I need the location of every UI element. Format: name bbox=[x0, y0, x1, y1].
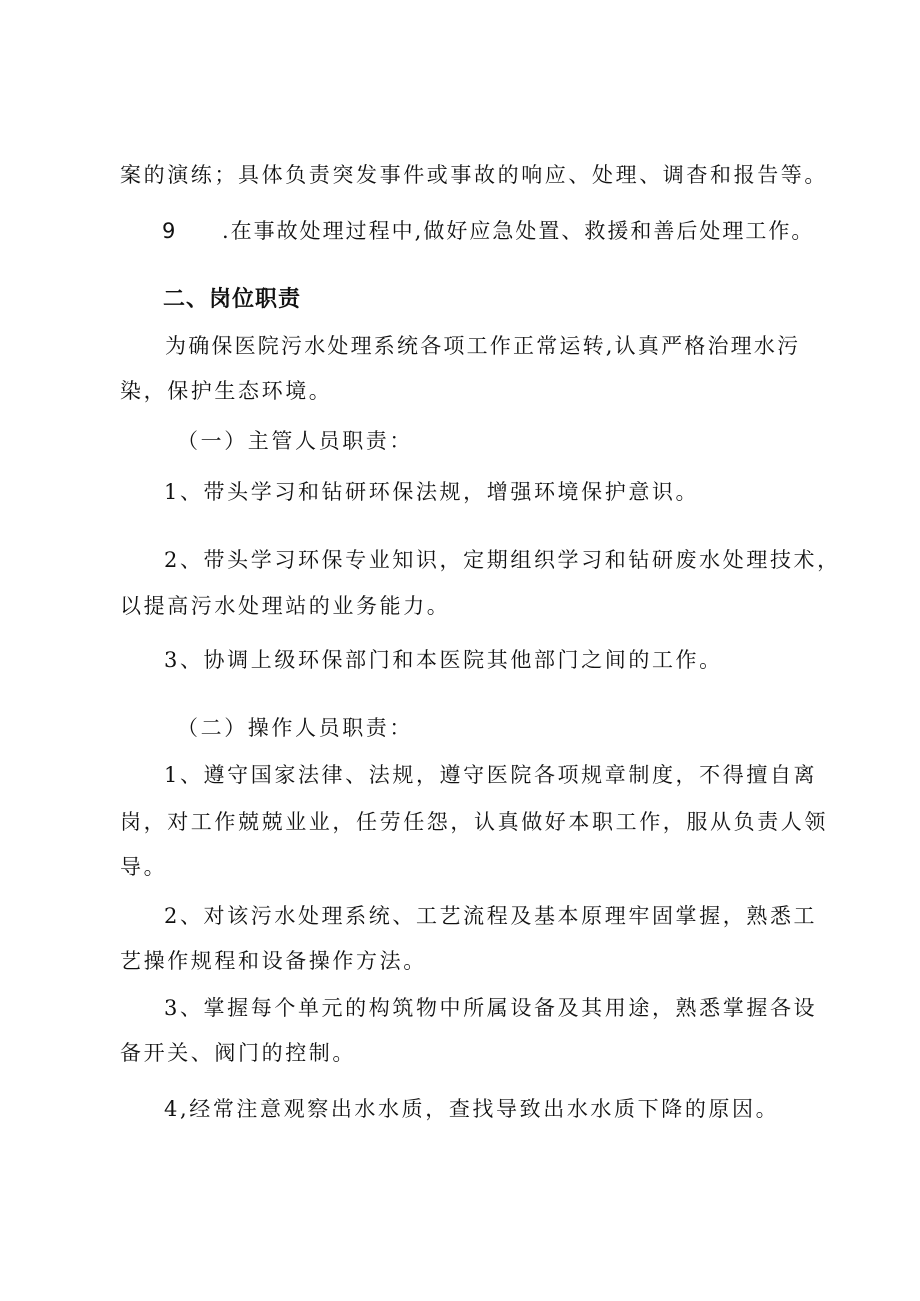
subsection-heading: （二）操作人员职责： bbox=[177, 716, 413, 740]
paragraph-line: 染，保护生态环境。 bbox=[120, 379, 333, 403]
list-item: 3、协调上级环保部门和本医院其他部门之间的工作。 bbox=[164, 648, 723, 672]
paragraph-line: 以提高污水处理站的业务能力。 bbox=[120, 594, 451, 618]
section-heading: 二、岗位职责 bbox=[163, 287, 302, 312]
paragraph-line: 案的演练；具体负责突发事件或事故的响应、处理、调杳和报告等。 bbox=[120, 163, 828, 187]
list-item: 1、带头学习和钻研环保法规，增强环境保护意识。 bbox=[164, 480, 700, 504]
paragraph-line: 导。 bbox=[120, 855, 168, 879]
list-item: 1、遵守国家法律、法规，遵守医院各项规章制度，不得擅自离 bbox=[164, 763, 818, 787]
paragraph-line: 岗，对工作兢兢业业，任劳任怨，认真做好本职工作，服从负责人领 bbox=[120, 810, 828, 834]
paragraph-line: 为确保医院污水处理系统各项工作正常运转,认真严格治理水污 bbox=[165, 334, 801, 358]
list-item: 4,经常注意观察出水水质，查找导致出水水质下降的原因。 bbox=[164, 1097, 780, 1121]
list-item: 3、掌握每个单元的构筑物中所属设备及其用途，熟悉掌握各设 bbox=[164, 996, 818, 1020]
subsection-heading: （一）主管人员职责： bbox=[177, 429, 413, 453]
paragraph-line: 艺操作规程和设备操作方法。 bbox=[120, 949, 427, 973]
item-9-number: 9 bbox=[162, 219, 178, 243]
paragraph-line: 备开关、阀门的控制。 bbox=[120, 1041, 356, 1065]
item-9-text: .在事故处理过程中,做好应急处置、救援和善后处理工作。 bbox=[222, 219, 815, 243]
item-number bbox=[162, 221, 178, 242]
list-item: 2、对该污水处理系统、工艺流程及基本原理牢固掌握，熟悉工 bbox=[164, 904, 818, 928]
list-item: 2、带头学习环保专业知识，定期组织学习和钻研废水处理技术， bbox=[164, 548, 841, 572]
